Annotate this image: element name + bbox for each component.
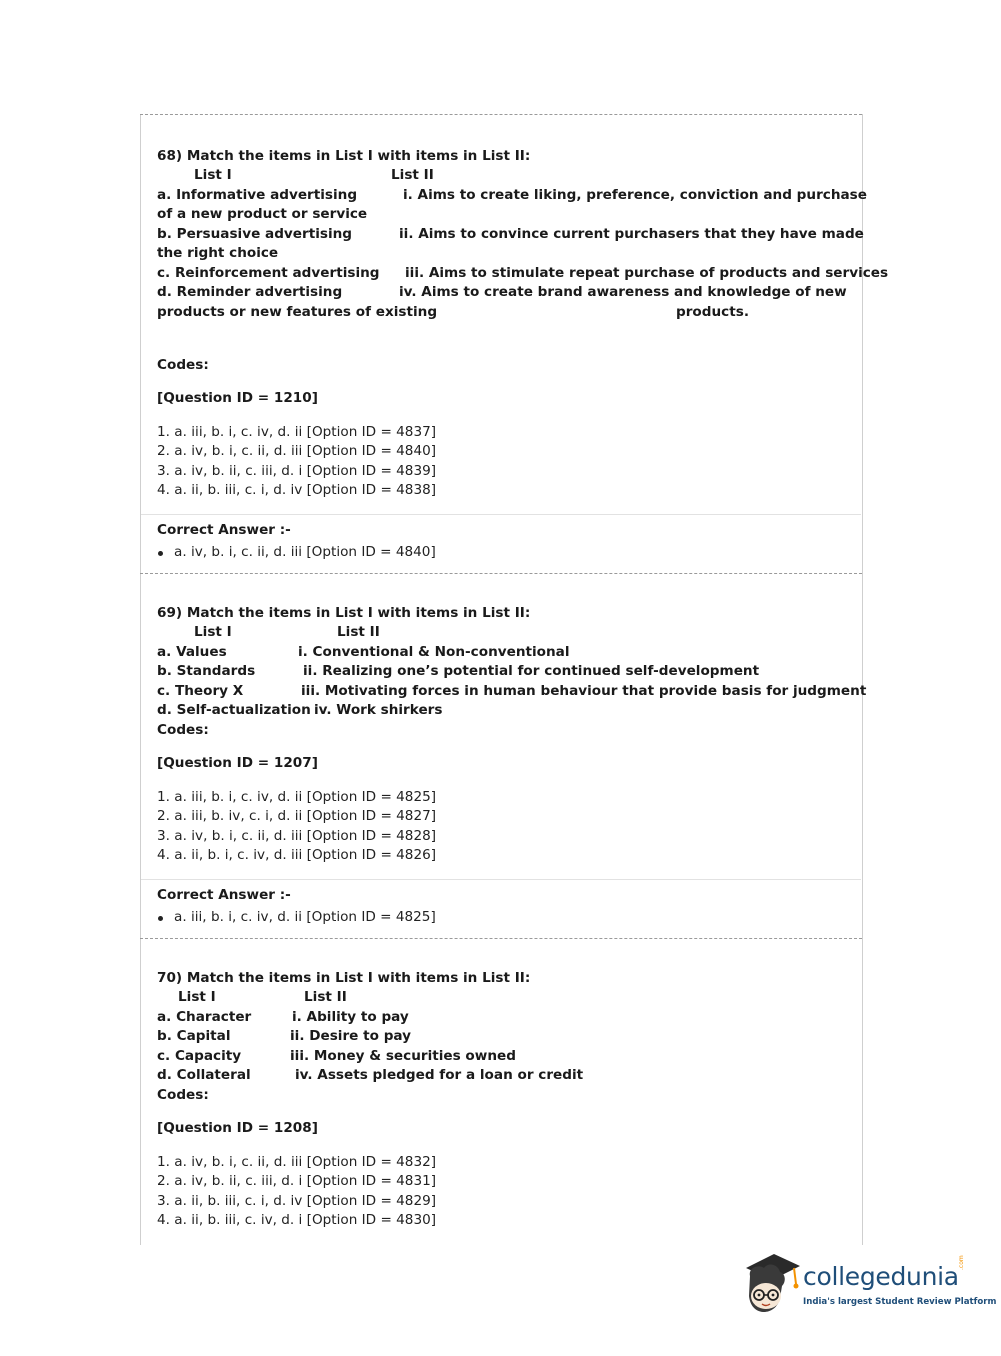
list2-item-ii: ii. Realizing one’s potential for continued self-development [303, 663, 760, 679]
list2-heading: List II [337, 624, 380, 640]
list1-heading: List I [178, 989, 216, 1005]
logo-domain: .com [958, 1255, 965, 1270]
question-header: 68) Match the items in List I with items in List II: [157, 148, 531, 164]
question-header: 69) Match the items in List I with items in List II: [157, 605, 531, 621]
list2-item-iii: iii. Aims to stimulate repeat purchase of products and services [405, 265, 889, 281]
list1-item-d: d. Self-actualization [157, 702, 311, 718]
list2-item-i: i. Aims to create liking, preference, conviction and purchase [403, 187, 867, 203]
correct-answer-label: Correct Answer :- [157, 522, 291, 538]
option-2: 2. a. iv, b. ii, c. iii, d. i [Option ID = 4831] [157, 1173, 437, 1189]
list1-item-b: b. Standards [157, 663, 256, 679]
correct-answer: a. iii, b. i, c. iv, d. ii [Option ID = 4825] [174, 909, 436, 925]
option-4: 4. a. ii, b. iii, c. i, d. iv [Option ID = 4838] [157, 482, 437, 498]
list2-item-ii: ii. Aims to convince current purchasers that they have made [399, 226, 864, 242]
question-id: [Question ID = 1210] [157, 390, 318, 406]
codes-label: Codes: [157, 722, 209, 738]
list1-item-d: d. Reminder advertising [157, 284, 343, 300]
list2-item-ii: ii. Desire to pay [290, 1028, 412, 1044]
list2-item-iv-end: products. [676, 304, 749, 320]
answer-divider [141, 879, 861, 880]
option-1: 1. a. iv, b. i, c. ii, d. iii [Option ID = 4832] [157, 1154, 437, 1170]
list2-item-iii: iii. Motivating forces in human behaviour that provide basis for judgment [301, 683, 867, 699]
list1-item-b: b. Capital [157, 1028, 231, 1044]
question-divider [140, 938, 862, 939]
option-3: 3. a. iv, b. ii, c. iii, d. i [Option ID = 4839] [157, 463, 437, 479]
list2-heading: List II [304, 989, 347, 1005]
option-4: 4. a. ii, b. iii, c. iv, d. i [Option ID = 4830] [157, 1212, 437, 1228]
list1-item-c: c. Capacity [157, 1048, 242, 1064]
option-2: 2. a. iv, b. i, c. ii, d. iii [Option ID = 4840] [157, 443, 437, 459]
logo-wordmark: collegedunia [803, 1262, 959, 1291]
list2-item-iii: iii. Money & securities owned [290, 1048, 516, 1064]
list1-heading: List I [194, 167, 232, 183]
codes-label: Codes: [157, 1087, 209, 1103]
list1-item-a: a. Character [157, 1009, 252, 1025]
option-2: 2. a. iii, b. iv, c. i, d. ii [Option ID = 4827] [157, 808, 437, 824]
top-divider [140, 114, 862, 115]
list2-item-iv-continued: products or new features of existing [157, 304, 438, 320]
list1-item-c: c. Theory X [157, 683, 244, 699]
answer-divider [141, 514, 861, 515]
option-3: 3. a. iv, b. i, c. ii, d. iii [Option ID = 4828] [157, 828, 437, 844]
correct-answer-label: Correct Answer :- [157, 887, 291, 903]
option-1: 1. a. iii, b. i, c. iv, d. ii [Option ID = 4837] [157, 424, 437, 440]
list2-heading: List II [391, 167, 434, 183]
list2-item-iv: iv. Aims to create brand awareness and knowledge of new [399, 284, 847, 300]
codes-label: Codes: [157, 357, 209, 373]
list1-item-a: a. Informative advertising [157, 187, 358, 203]
list2-item-i: i. Conventional & Non-conventional [298, 644, 570, 660]
list1-item-c: c. Reinforcement advertising [157, 265, 380, 281]
correct-answer: a. iv, b. i, c. ii, d. iii [Option ID = 4840] [174, 544, 436, 560]
list1-item-b: b. Persuasive advertising [157, 226, 353, 242]
logo-tagline: India's largest Student Review Platform [803, 1297, 997, 1307]
option-3: 3. a. ii, b. iii, c. i, d. iv [Option ID = 4829] [157, 1193, 437, 1209]
bullet-icon [158, 916, 163, 921]
list1-heading: List I [194, 624, 232, 640]
question-divider [140, 573, 862, 574]
list2-item-ii-continued: the right choice [157, 245, 279, 261]
list2-item-iv: iv. Assets pledged for a loan or credit [295, 1067, 584, 1083]
list2-item-i: i. Ability to pay [292, 1009, 409, 1025]
list2-item-iv: iv. Work shirkers [314, 702, 443, 718]
list1-item-d: d. Collateral [157, 1067, 251, 1083]
question-id: [Question ID = 1207] [157, 755, 318, 771]
bullet-icon [158, 551, 163, 556]
option-1: 1. a. iii, b. i, c. iv, d. ii [Option ID = 4825] [157, 789, 437, 805]
list1-item-a: a. Values [157, 644, 227, 660]
question-id: [Question ID = 1208] [157, 1120, 318, 1136]
question-header: 70) Match the items in List I with items in List II: [157, 970, 531, 986]
option-4: 4. a. ii, b. i, c. iv, d. iii [Option ID = 4826] [157, 847, 437, 863]
list2-item-i-continued: of a new product or service [157, 206, 368, 222]
mascot-graduate-icon [740, 1246, 802, 1318]
